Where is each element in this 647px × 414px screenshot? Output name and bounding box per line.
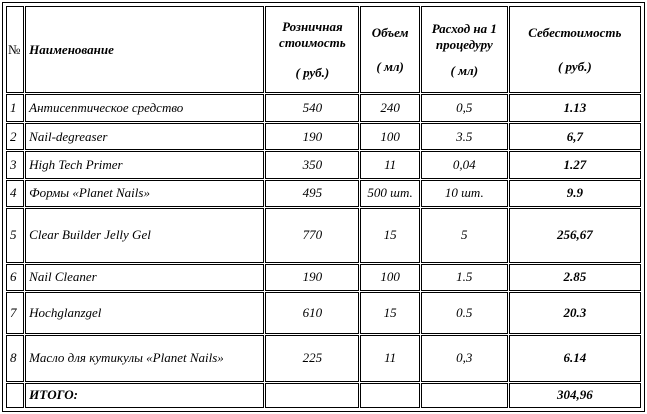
row-name: Nail-degreaser bbox=[25, 123, 264, 150]
row-name: Clear Builder Jelly Gel bbox=[25, 208, 264, 263]
table-row bbox=[6, 264, 641, 291]
total-cost: 304,96 bbox=[509, 383, 641, 408]
row-retail: 190 bbox=[265, 123, 359, 150]
row-index: 5 bbox=[6, 208, 24, 263]
row-volume: 500 шт. bbox=[360, 180, 420, 207]
header-usage bbox=[421, 6, 508, 93]
row-index: 2 bbox=[6, 123, 24, 150]
header-usage-unit: ( мл) bbox=[450, 62, 479, 78]
row-index: 6 bbox=[6, 264, 24, 291]
table-row bbox=[6, 180, 641, 207]
row-volume: 11 bbox=[360, 335, 420, 381]
row-retail: 540 bbox=[265, 94, 359, 121]
total-usage-empty bbox=[421, 383, 508, 408]
row-name: Формы «Planet Nails» bbox=[25, 180, 264, 207]
row-usage: 0,04 bbox=[421, 151, 508, 178]
header-retail-label: Розничная стоимость bbox=[279, 18, 346, 50]
row-retail: 610 bbox=[265, 292, 359, 334]
row-usage: 5 bbox=[421, 208, 508, 263]
row-cost: 9.9 bbox=[509, 180, 641, 207]
table-row bbox=[6, 123, 641, 150]
cost-table bbox=[5, 5, 642, 409]
row-retail: 495 bbox=[265, 180, 359, 207]
row-cost: 20.3 bbox=[509, 292, 641, 334]
row-name: Nail Cleaner bbox=[25, 264, 264, 291]
row-index: 4 bbox=[6, 180, 24, 207]
row-volume: 15 bbox=[360, 292, 420, 334]
table-row bbox=[6, 151, 641, 178]
header-volume-unit: ( мл) bbox=[376, 58, 404, 74]
total-volume-empty bbox=[360, 383, 420, 408]
row-name: Hochglanzgel bbox=[25, 292, 264, 334]
total-row bbox=[6, 383, 641, 408]
header-retail-unit: ( руб.) bbox=[295, 64, 330, 80]
header-volume bbox=[360, 6, 420, 93]
row-name: Антисептическое средство bbox=[25, 94, 264, 121]
row-usage: 1.5 bbox=[421, 264, 508, 291]
table-row bbox=[6, 335, 641, 381]
header-name: Наименование bbox=[25, 6, 264, 93]
row-volume: 15 bbox=[360, 208, 420, 263]
table-row bbox=[6, 292, 641, 334]
row-cost: 1.13 bbox=[509, 94, 641, 121]
total-retail-empty bbox=[265, 383, 359, 408]
row-volume: 11 bbox=[360, 151, 420, 178]
row-retail: 190 bbox=[265, 264, 359, 291]
row-name: High Tech Primer bbox=[25, 151, 264, 178]
header-cost-unit: ( руб.) bbox=[557, 58, 592, 74]
row-cost: 1.27 bbox=[509, 151, 641, 178]
row-index: 8 bbox=[6, 335, 24, 381]
row-index: 3 bbox=[6, 151, 24, 178]
row-cost: 6,7 bbox=[509, 123, 641, 150]
row-cost: 6.14 bbox=[509, 335, 641, 381]
row-volume: 240 bbox=[360, 94, 420, 121]
table-row bbox=[6, 208, 641, 263]
row-retail: 770 bbox=[265, 208, 359, 263]
header-retail bbox=[265, 6, 359, 93]
row-retail: 350 bbox=[265, 151, 359, 178]
row-name: Масло для кутикулы «Planet Nails» bbox=[25, 335, 264, 381]
row-usage: 0,5 bbox=[421, 94, 508, 121]
row-volume: 100 bbox=[360, 264, 420, 291]
header-usage-label: Расход на 1 процедуру bbox=[431, 20, 497, 52]
header-row bbox=[6, 6, 641, 93]
row-usage: 10 шт. bbox=[421, 180, 508, 207]
header-volume-label: Объем bbox=[371, 24, 409, 40]
header-index: № bbox=[6, 6, 24, 93]
row-cost: 2.85 bbox=[509, 264, 641, 291]
header-cost bbox=[509, 6, 641, 93]
total-index-empty bbox=[6, 383, 24, 408]
row-cost: 256,67 bbox=[509, 208, 641, 263]
row-usage: 0,3 bbox=[421, 335, 508, 381]
row-volume: 100 bbox=[360, 123, 420, 150]
header-cost-label: Себестоимость bbox=[528, 24, 622, 40]
table-row bbox=[6, 94, 641, 121]
row-usage: 3.5 bbox=[421, 123, 508, 150]
row-usage: 0.5 bbox=[421, 292, 508, 334]
row-index: 1 bbox=[6, 94, 24, 121]
row-index: 7 bbox=[6, 292, 24, 334]
total-label: ИТОГО: bbox=[25, 383, 264, 408]
row-retail: 225 bbox=[265, 335, 359, 381]
